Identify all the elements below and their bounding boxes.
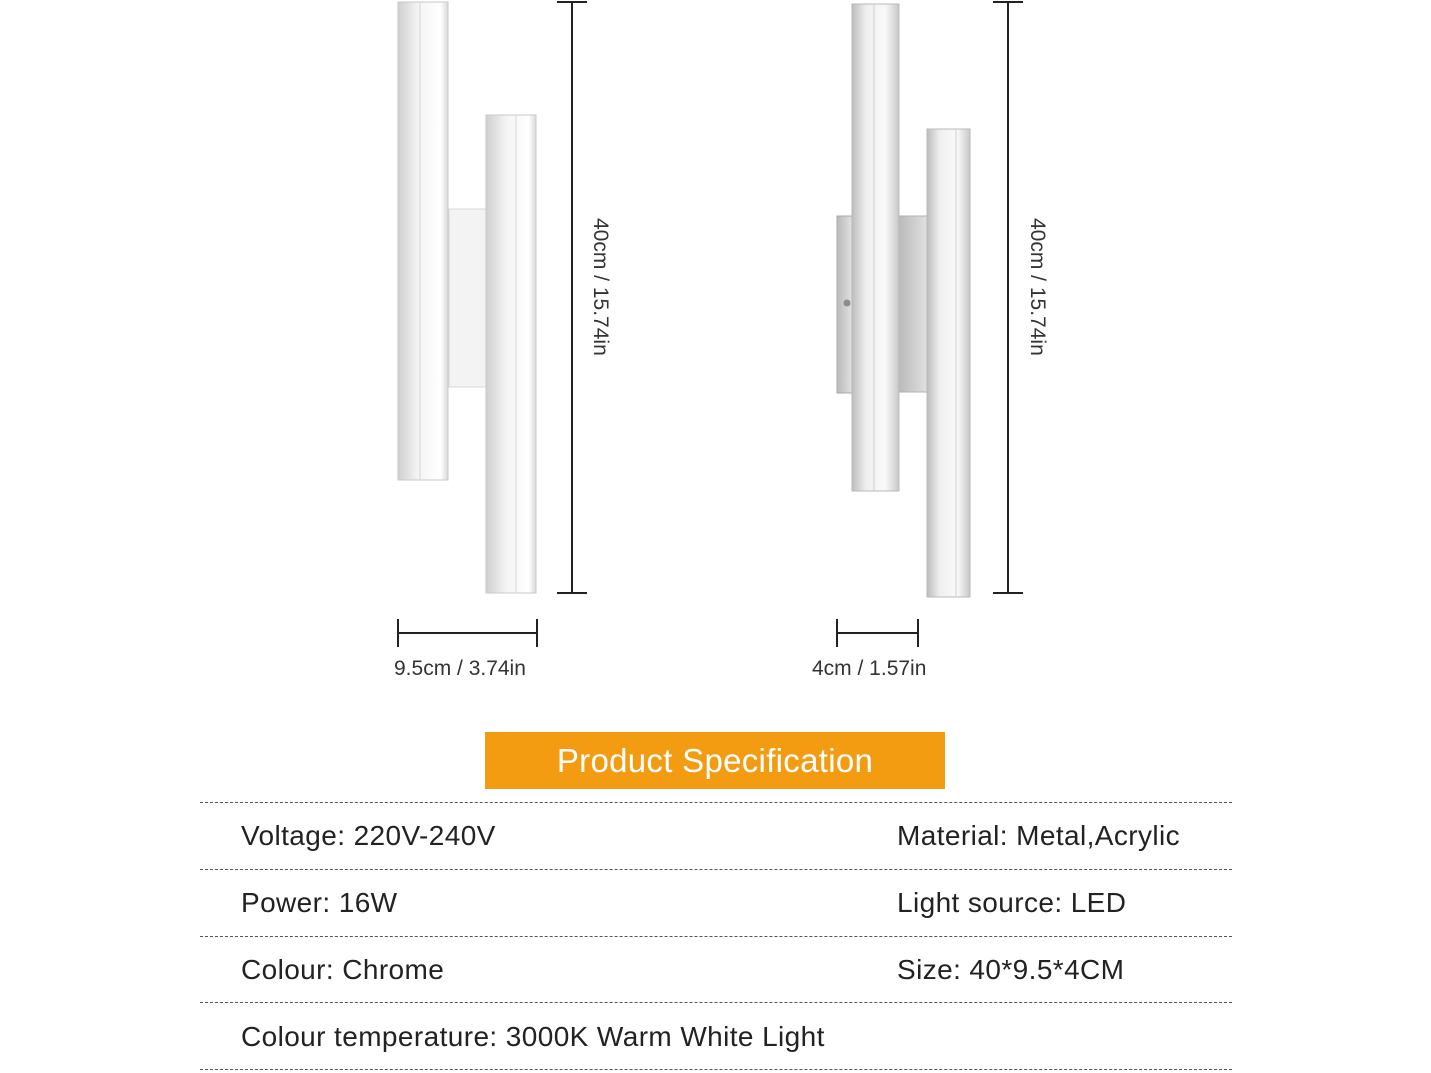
spec-voltage: Voltage: 220V-240V [241,820,496,851]
lamp-side-arm [898,216,930,392]
product-specification-banner [485,732,945,789]
left-height-label: 40cm / 15.74in [589,218,612,356]
divider [200,1069,1232,1070]
right-height-dimension [993,2,1023,593]
screw-icon [844,300,851,307]
lamp-side-lower-bar [927,129,970,597]
lamp-front-lower-bar [486,115,536,593]
divider [200,1002,1232,1003]
spec-material: Material: Metal,Acrylic [897,820,1181,851]
right-width-dimension [837,619,918,647]
divider [200,869,1232,870]
left-width-label: 9.5cm / 3.74in [394,657,526,680]
lamp-front-view [398,2,536,593]
divider [200,802,1232,803]
right-width-label: 4cm / 1.57in [812,657,927,680]
spec-power: Power: 16W [241,887,398,918]
lamp-side-view [837,4,970,597]
lamp-front-upper-bar [398,2,448,480]
spec-light-source: Light source: LED [897,887,1127,918]
divider [200,936,1232,937]
spec-size: Size: 40*9.5*4CM [897,954,1125,985]
spec-colour-temperature: Colour temperature: 3000K Warm White Light [241,1021,825,1052]
lamp-side-upper-bar [852,4,899,491]
lamp-front-mount [449,209,487,387]
banner-title: Product Specification [556,741,874,779]
right-height-label: 40cm / 15.74in [1026,218,1049,356]
left-width-dimension [398,619,537,647]
left-height-dimension [557,2,587,593]
spec-colour: Colour: Chrome [241,954,445,985]
